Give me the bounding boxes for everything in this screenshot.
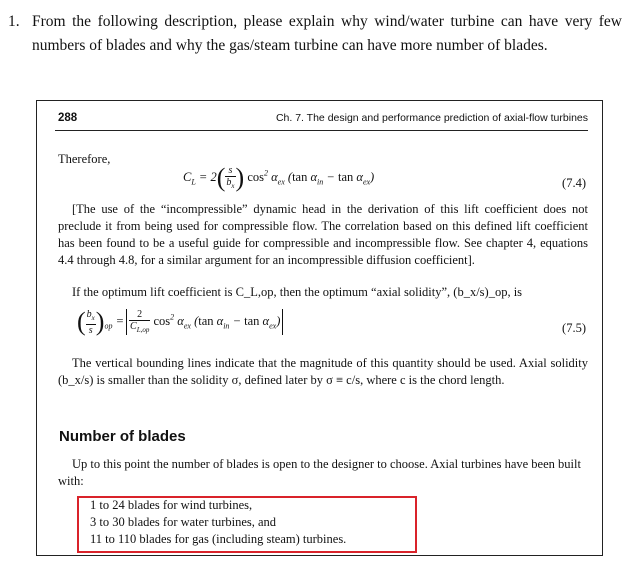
paragraph-axial-solidity: The vertical bounding lines indicate that the magnitude of this quantity should be used. Axial solidity (b_x/s) is smaller than the solidity σ, defined later by σ ≡ c/s, where c is the chord length. <box>58 356 588 387</box>
paragraph-optimum-lift: If the optimum lift coefficient is C_L,op, then the optimum “axial solidity”, (b_x/s)_op, is <box>72 285 523 299</box>
list-item-water: 3 to 30 blades for water turbines, and <box>90 515 277 529</box>
page-number: 288 <box>58 112 78 124</box>
book-excerpt <box>36 100 603 556</box>
equation-7-4: $C_L = 2$( $\frac{s}{b_x}$ ) $\cos^2 \alpha_{ex}$ (tan $\alpha_{in} - \tan \alpha_{ex}$) <box>183 163 375 192</box>
equation-7-5: ( $\frac{b_x}{s}$ )$_{op}$ = $\frac{2}{C_{L,op}}$ $\cos^2 \alpha_{ex}$ (tan $\alpha_{in} - \tan \alpha_{ex}$) <box>77 307 285 337</box>
therefore-text: Therefore, <box>58 152 111 166</box>
header-rule <box>55 130 588 131</box>
list-item-wind: 1 to 24 blades for wind turbines, <box>90 498 253 512</box>
running-title: Ch. 7. The design and performance prediction of axial-flow turbines <box>275 112 588 124</box>
question-number: 1. <box>8 13 20 30</box>
equation-7-4-number: (7.4) <box>562 176 586 190</box>
section-title: Number of blades <box>59 428 186 445</box>
paragraph-incompressible: [The use of the “incompressible” dynamic head in the derivation of this lift coefficient does not preclude it from being used for compressible flow. The correlation based on this defined lift coefficient has been found to be a useful guide for compressible and incompressible flow. See chapter 4, equations 4.4 through 4.8, for a similar argument for an incompressible diffusion coefficient]. <box>58 202 588 267</box>
paragraph-number-of-blades: Up to this point the number of blades is open to the designer to choose. Axial turbines have been built with: <box>58 457 581 488</box>
equation-7-5-number: (7.5) <box>562 321 586 335</box>
question-text: From the following description, please explain why wind/water turbine can have very few numbers of blades and why the gas/steam turbine can have more number of blades. <box>32 13 622 54</box>
list-item-gas: 11 to 110 blades for gas (including steam) turbines. <box>90 532 347 546</box>
